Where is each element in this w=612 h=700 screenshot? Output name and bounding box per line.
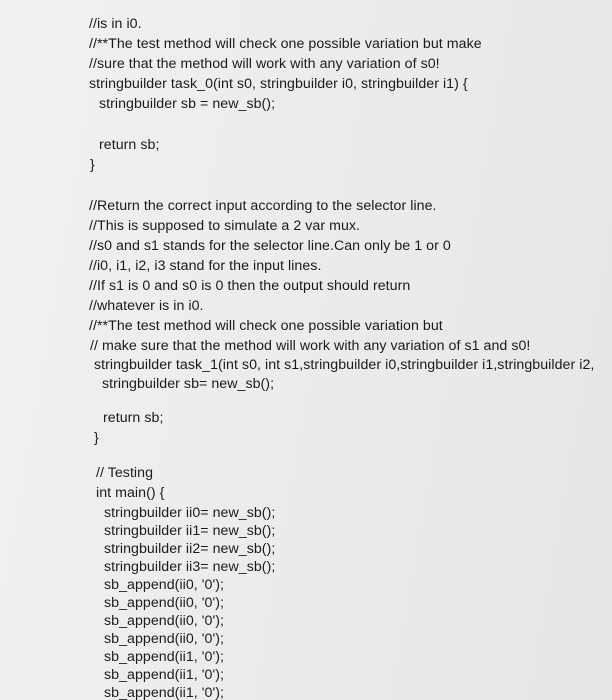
code-line: //This is supposed to simulate a 2 var mux.	[89, 218, 361, 234]
code-line: //If s1 is 0 and s0 is 0 then the output should return	[89, 278, 411, 294]
code-line: sb_append(ii1, '0');	[104, 649, 224, 665]
code-line: stringbuilder sb = new_sb();	[99, 96, 276, 112]
code-line: stringbuilder ii3= new_sb();	[104, 559, 276, 575]
code-line: //whatever is in i0.	[89, 298, 204, 314]
code-line: stringbuilder ii1= new_sb();	[104, 523, 276, 539]
code-line: sb_append(ii0, '0');	[104, 577, 224, 593]
code-line: sb_append(ii0, '0');	[104, 613, 224, 629]
code-line: stringbuilder task_1(int s0, int s1,stringbuilder i0,stringbuilder i1,stringbuilder i2,	[94, 357, 595, 373]
code-line: sb_append(ii1, '0');	[104, 667, 224, 683]
code-line: //**The test method will check one possible variation but make	[89, 36, 482, 52]
code-line: sb_append(ii0, '0');	[104, 595, 224, 611]
code-line: stringbuilder ii2= new_sb();	[104, 541, 276, 557]
code-line: //sure that the method will work with any variation of s0!	[89, 56, 440, 72]
code-line: stringbuilder sb= new_sb();	[102, 376, 275, 392]
code-line: return sb;	[99, 137, 160, 153]
code-line: stringbuilder task_0(int s0, stringbuilder i0, stringbuilder i1) {	[89, 76, 468, 92]
code-line: //s0 and s1 stands for the selector line.Can only be 1 or 0	[89, 238, 451, 254]
code-line: sb_append(ii0, '0');	[104, 631, 224, 647]
code-line: //Return the correct input according to the selector line.	[89, 198, 437, 214]
code-line: // make sure that the method will work with any variation of s1 and s0!	[90, 338, 531, 354]
code-line: //is in i0.	[89, 16, 142, 32]
code-line: //i0, i1, i2, i3 stand for the input lines.	[89, 258, 322, 274]
code-line: //**The test method will check one possible variation but	[89, 318, 443, 334]
code-line: sb_append(ii1, '0');	[104, 685, 224, 700]
code-line: }	[94, 430, 99, 446]
code-line: stringbuilder ii0= new_sb();	[104, 505, 276, 521]
code-line: int main() {	[96, 485, 165, 501]
code-line: return sb;	[103, 410, 164, 426]
code-line: // Testing	[96, 465, 154, 481]
code-line: }	[90, 157, 95, 173]
